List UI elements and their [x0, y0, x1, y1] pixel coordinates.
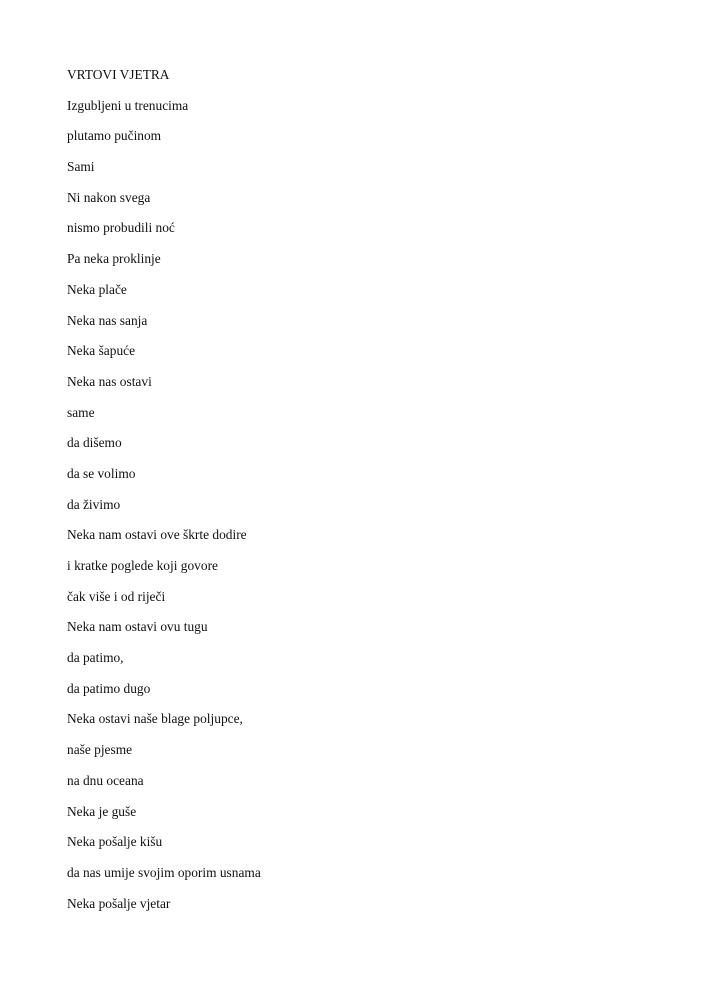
poem-line: Neka pošalje vjetar: [67, 895, 171, 911]
poem-line: naše pjesme: [67, 742, 133, 758]
poem-line: da živimo: [67, 496, 121, 512]
poem-line: na dnu oceana: [67, 772, 144, 788]
poem-line: da dišemo: [67, 435, 122, 451]
poem-line: Neka ostavi naše blage poljupce,: [67, 711, 243, 727]
poem-line: i kratke poglede koji govore: [67, 558, 218, 573]
poem: [67, 66, 261, 925]
poem-line: Neka nas sanja: [67, 312, 148, 328]
poem-line: Pa neka proklinje: [67, 251, 161, 267]
poem-line: nismo probudili noć: [67, 220, 175, 236]
poem-line: Neka plače: [67, 281, 127, 297]
poem-line: plutamo pučinom: [67, 128, 162, 144]
poem-line: čak više i od riječi: [67, 588, 166, 604]
poem-line: Neka nam ostavi ove škrte dodire: [67, 527, 247, 543]
poem-line: Neka šapuće: [67, 343, 136, 359]
poem-line: Neka nam ostavi ovu tugu: [67, 619, 208, 635]
poem-line: da patimo dugo: [67, 680, 151, 696]
poem-line: Neka nas ostavi: [67, 373, 152, 389]
poem-line: Neka pošalje kišu: [67, 834, 163, 850]
poem-line: da nas umije svojim oporim usnama: [67, 864, 261, 880]
poem-line: Ni nakon svega: [67, 189, 151, 205]
poem-line: Sami: [67, 159, 95, 175]
poem-line: Neka je guše: [67, 803, 137, 819]
poem-line: same: [67, 404, 95, 420]
poem-line: da patimo,: [67, 650, 124, 666]
poem-line: Izgubljeni u trenucima: [67, 97, 189, 113]
poem-title: VRTOVI VJETRA: [67, 67, 170, 82]
poem-line: da se volimo: [67, 465, 136, 481]
